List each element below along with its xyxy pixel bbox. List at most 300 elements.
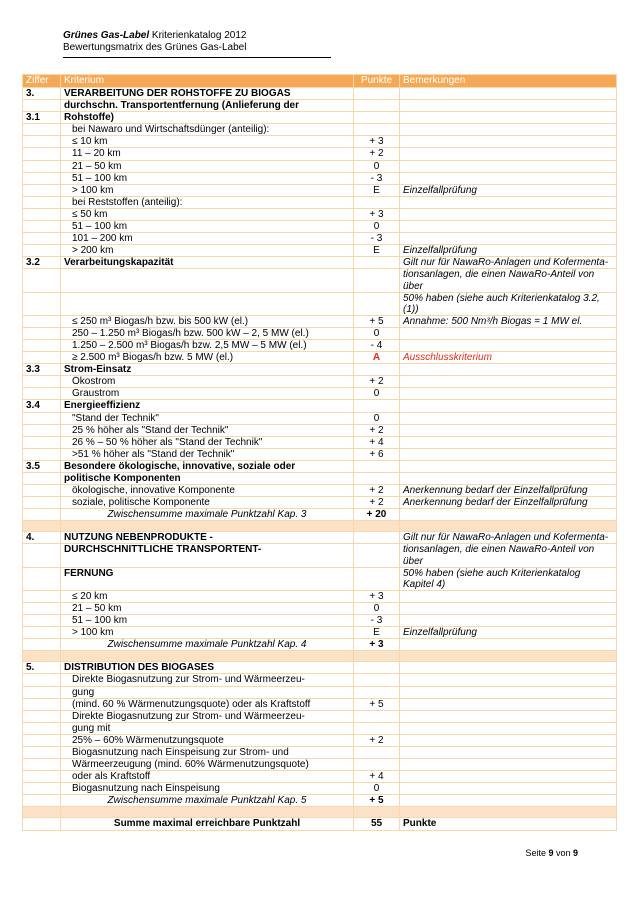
punkte-cell: - 3 bbox=[354, 233, 400, 245]
punkte-cell: + 2 bbox=[354, 497, 400, 509]
bemerkung-cell bbox=[400, 615, 617, 627]
kriterium-text: ≤ 20 km bbox=[72, 590, 108, 602]
punkte-cell bbox=[354, 124, 400, 136]
ziffer-cell: 5. bbox=[23, 662, 61, 674]
ziffer-cell: 3. bbox=[23, 88, 61, 100]
punkte-cell bbox=[354, 269, 400, 292]
bemerkung-cell bbox=[400, 759, 617, 771]
table-row bbox=[23, 544, 617, 567]
kriterium-cell bbox=[61, 388, 354, 400]
ziffer-cell bbox=[23, 315, 61, 327]
punkte-cell bbox=[354, 364, 400, 376]
ziffer-cell bbox=[23, 124, 61, 136]
table-row bbox=[23, 615, 617, 627]
kriterium-cell bbox=[61, 771, 354, 783]
ziffer-cell bbox=[23, 196, 61, 208]
bemerkung-cell bbox=[400, 734, 617, 746]
punkte-cell bbox=[354, 567, 400, 590]
bemerkung-cell bbox=[400, 100, 617, 112]
table-row bbox=[23, 184, 617, 196]
bemerkung-cell bbox=[400, 364, 617, 376]
kriterium-cell bbox=[61, 136, 354, 148]
kriterium-cell bbox=[61, 651, 354, 662]
bemerkung-cell: Ausschlusskriterium bbox=[400, 352, 617, 364]
col-kriterium: Kriterium bbox=[61, 75, 354, 88]
ziffer-cell bbox=[23, 172, 61, 184]
kriterium-text: 26 % – 50 % höher als "Stand der Technik" bbox=[72, 436, 263, 448]
ziffer-cell: 3.4 bbox=[23, 400, 61, 412]
ziffer-cell bbox=[23, 590, 61, 602]
ziffer-cell bbox=[23, 818, 61, 830]
ziffer-cell bbox=[23, 795, 61, 807]
kriterium-cell bbox=[61, 412, 354, 424]
kriterium-cell bbox=[61, 436, 354, 448]
punkte-cell: E bbox=[354, 627, 400, 639]
ziffer-cell bbox=[23, 746, 61, 758]
punkte-cell bbox=[354, 473, 400, 485]
document-header bbox=[63, 30, 331, 58]
bemerkung-cell bbox=[400, 639, 617, 651]
ziffer-cell bbox=[23, 221, 61, 233]
kriterium-text: Graustrom bbox=[72, 388, 120, 400]
ziffer-cell bbox=[23, 436, 61, 448]
table-row bbox=[23, 327, 617, 339]
kriterium-text: 250 – 1.250 m³ Biogas/h bzw. 500 kW – 2, 5 MW (el.) bbox=[72, 327, 309, 339]
punkte-cell: + 2 bbox=[354, 376, 400, 388]
ziffer-cell bbox=[23, 807, 61, 818]
bemerkung-cell bbox=[400, 112, 617, 124]
kriterium-cell: Zwischensumme maximale Punktzahl Kap. 5 bbox=[61, 795, 354, 807]
punkte-cell bbox=[354, 662, 400, 674]
punkte-cell: - 3 bbox=[354, 172, 400, 184]
bemerkung-cell bbox=[400, 795, 617, 807]
kriterium-cell bbox=[61, 627, 354, 639]
kriterium-text: 51 – 100 km bbox=[72, 172, 128, 184]
subtotal-row bbox=[23, 639, 617, 651]
punkte-cell: + 6 bbox=[354, 448, 400, 460]
bemerkung-cell bbox=[400, 698, 617, 710]
kriterium-cell bbox=[61, 485, 354, 497]
punkte-cell bbox=[354, 544, 400, 567]
ziffer-cell bbox=[23, 208, 61, 220]
punkte-cell: + 3 bbox=[354, 208, 400, 220]
ziffer-cell bbox=[23, 698, 61, 710]
punkte-cell bbox=[354, 100, 400, 112]
table-row bbox=[23, 627, 617, 639]
kriterium-cell: Summe maximal erreichbare Punktzahl bbox=[61, 818, 354, 830]
punkte-cell: + 3 bbox=[354, 136, 400, 148]
kriterium-cell: politische Komponenten bbox=[61, 473, 354, 485]
kriterium-text: > 200 km bbox=[72, 245, 114, 257]
ziffer-cell bbox=[23, 424, 61, 436]
table-row bbox=[23, 473, 617, 485]
ziffer-cell bbox=[23, 639, 61, 651]
kriterium-cell bbox=[61, 746, 354, 758]
punkte-cell bbox=[354, 521, 400, 532]
ziffer-cell bbox=[23, 448, 61, 460]
spacer-row bbox=[23, 521, 617, 532]
table-row bbox=[23, 292, 617, 315]
table-header-row bbox=[23, 75, 617, 88]
bemerkung-cell bbox=[400, 172, 617, 184]
punkte-cell: 0 bbox=[354, 327, 400, 339]
ziffer-cell bbox=[23, 759, 61, 771]
table-row bbox=[23, 148, 617, 160]
ziffer-cell bbox=[23, 412, 61, 424]
punkte-cell bbox=[354, 759, 400, 771]
bemerkung-cell bbox=[400, 686, 617, 698]
bemerkung-cell: Annahme: 500 Nm³/h Biogas = 1 MW el. bbox=[400, 315, 617, 327]
bemerkung-cell bbox=[400, 208, 617, 220]
bemerkung-cell bbox=[400, 807, 617, 818]
kriterium-cell bbox=[61, 339, 354, 351]
ziffer-cell bbox=[23, 771, 61, 783]
bemerkung-cell bbox=[400, 388, 617, 400]
page-footer: Seite 9 von 9 bbox=[525, 848, 578, 858]
bemerkung-cell bbox=[400, 710, 617, 722]
table-row bbox=[23, 698, 617, 710]
bemerkung-cell bbox=[400, 783, 617, 795]
bemerkung-cell bbox=[400, 88, 617, 100]
table-row bbox=[23, 424, 617, 436]
ziffer-cell bbox=[23, 485, 61, 497]
table-row bbox=[23, 662, 617, 674]
kriterium-text: bei Nawaro und Wirtschaftsdünger (anteilig): bbox=[72, 124, 270, 136]
kriterium-cell: Energieeffizienz bbox=[61, 400, 354, 412]
subtotal-row bbox=[23, 509, 617, 521]
kriterium-cell bbox=[61, 245, 354, 257]
bemerkung-cell: Einzelfallprüfung bbox=[400, 245, 617, 257]
ziffer-cell: 3.2 bbox=[23, 257, 61, 269]
header-title: Grünes Gas-Label Kriterienkatalog 2012 bbox=[63, 30, 247, 41]
ziffer-cell: 3.3 bbox=[23, 364, 61, 376]
punkte-cell bbox=[354, 460, 400, 472]
punkte-cell bbox=[354, 88, 400, 100]
punkte-cell: - 3 bbox=[354, 615, 400, 627]
punkte-cell: 55 bbox=[354, 818, 400, 830]
table-row bbox=[23, 532, 617, 544]
punkte-cell: + 2 bbox=[354, 148, 400, 160]
punkte-cell: A bbox=[354, 352, 400, 364]
bemerkung-cell: Einzelfallprüfung bbox=[400, 627, 617, 639]
kriterium-text: gung bbox=[72, 686, 95, 698]
kriterium-text: bei Reststoffen (anteilig): bbox=[72, 196, 183, 208]
bemerkung-cell bbox=[400, 376, 617, 388]
bemerkung-cell: Gilt nur für NawaRo-Anlagen und Kofermenta- bbox=[400, 257, 617, 269]
kriterium-cell bbox=[61, 184, 354, 196]
bemerkung-cell bbox=[400, 674, 617, 686]
punkte-cell: 0 bbox=[354, 160, 400, 172]
table-row bbox=[23, 722, 617, 734]
bemerkung-cell bbox=[400, 509, 617, 521]
table-row bbox=[23, 412, 617, 424]
ziffer-cell bbox=[23, 686, 61, 698]
table-row bbox=[23, 759, 617, 771]
kriterium-cell bbox=[61, 783, 354, 795]
table-row bbox=[23, 339, 617, 351]
bemerkung-cell bbox=[400, 339, 617, 351]
ziffer-cell bbox=[23, 734, 61, 746]
kriterium-text: Biogasnutzung nach Einspeisung bbox=[72, 783, 220, 795]
ziffer-cell: 3.5 bbox=[23, 460, 61, 472]
kriterium-cell bbox=[61, 448, 354, 460]
bemerkung-cell bbox=[400, 473, 617, 485]
ziffer-cell bbox=[23, 233, 61, 245]
bemerkung-cell: Gilt nur für NawaRo-Anlagen und Kofermenta- bbox=[400, 532, 617, 544]
kriterium-cell bbox=[61, 674, 354, 686]
bemerkung-cell bbox=[400, 221, 617, 233]
ziffer-cell bbox=[23, 160, 61, 172]
bemerkung-cell bbox=[400, 148, 617, 160]
ziffer-cell bbox=[23, 339, 61, 351]
ziffer-cell bbox=[23, 651, 61, 662]
punkte-cell bbox=[354, 257, 400, 269]
bemerkung-cell bbox=[400, 746, 617, 758]
kriterium-cell: durchschn. Transportentfernung (Anlieferung der bbox=[61, 100, 354, 112]
kriterium-cell: Rohstoffe) bbox=[61, 112, 354, 124]
punkte-cell bbox=[354, 674, 400, 686]
kriterium-text: gung mit bbox=[72, 722, 111, 734]
kriterium-text: 11 – 20 km bbox=[72, 148, 121, 160]
kriterium-cell bbox=[61, 124, 354, 136]
table-row bbox=[23, 196, 617, 208]
bemerkung-cell bbox=[400, 448, 617, 460]
ziffer-cell bbox=[23, 473, 61, 485]
ziffer-cell bbox=[23, 544, 61, 567]
kriterium-cell: DURCHSCHNITTLICHE TRANSPORTENT- bbox=[61, 544, 354, 567]
table-row bbox=[23, 112, 617, 124]
kriterium-cell bbox=[61, 602, 354, 614]
kriterium-cell bbox=[61, 376, 354, 388]
table-row bbox=[23, 485, 617, 497]
punkte-cell bbox=[354, 722, 400, 734]
table-row bbox=[23, 208, 617, 220]
kriterium-cell bbox=[61, 734, 354, 746]
ziffer-cell bbox=[23, 674, 61, 686]
punkte-cell: 0 bbox=[354, 412, 400, 424]
ziffer-cell: 4. bbox=[23, 532, 61, 544]
criteria-table bbox=[22, 74, 617, 831]
kriterium-cell bbox=[61, 710, 354, 722]
bemerkung-cell bbox=[400, 233, 617, 245]
punkte-cell: + 20 bbox=[354, 509, 400, 521]
kriterium-text: ökologische, innovative Komponente bbox=[72, 485, 235, 497]
kriterium-text: 21 – 50 km bbox=[72, 160, 122, 172]
punkte-cell: + 4 bbox=[354, 771, 400, 783]
ziffer-cell bbox=[23, 327, 61, 339]
kriterium-cell bbox=[61, 148, 354, 160]
table-row bbox=[23, 734, 617, 746]
bemerkung-cell bbox=[400, 196, 617, 208]
kriterium-cell bbox=[61, 315, 354, 327]
bemerkung-cell bbox=[400, 400, 617, 412]
table-row bbox=[23, 388, 617, 400]
col-ziffer: Ziffer bbox=[23, 75, 61, 88]
table-row bbox=[23, 172, 617, 184]
table-row bbox=[23, 124, 617, 136]
kriterium-text: oder als Kraftstoff bbox=[72, 771, 151, 783]
kriterium-text: ≥ 2.500 m³ Biogas/h bzw. 5 MW (el.) bbox=[72, 352, 234, 364]
table-row bbox=[23, 160, 617, 172]
table-row bbox=[23, 400, 617, 412]
kriterium-cell bbox=[61, 722, 354, 734]
bemerkung-cell bbox=[400, 651, 617, 662]
spacer-row bbox=[23, 651, 617, 662]
kriterium-text: soziale, politische Komponente bbox=[72, 497, 210, 509]
punkte-cell: E bbox=[354, 184, 400, 196]
bemerkung-cell bbox=[400, 424, 617, 436]
total-row bbox=[23, 818, 617, 830]
bemerkung-cell bbox=[400, 590, 617, 602]
punkte-cell bbox=[354, 686, 400, 698]
punkte-cell: 0 bbox=[354, 602, 400, 614]
kriterium-cell bbox=[61, 269, 354, 292]
kriterium-cell: Zwischensumme maximale Punktzahl Kap. 3 bbox=[61, 509, 354, 521]
table-row bbox=[23, 497, 617, 509]
bemerkung-cell: 50% haben (siehe auch Kriterienkatalog Kapitel 4) bbox=[400, 567, 617, 590]
table-row bbox=[23, 376, 617, 388]
kriterium-cell bbox=[61, 352, 354, 364]
ziffer-cell bbox=[23, 292, 61, 315]
kriterium-text: 1.250 – 2.500 m³ Biogas/h bzw. 2,5 MW – 5 MW (el.) bbox=[72, 339, 307, 351]
kriterium-cell: Besondere ökologische, innovative, soziale oder bbox=[61, 460, 354, 472]
kriterium-cell: NUTZUNG NEBENPRODUKTE - bbox=[61, 532, 354, 544]
kriterium-text: ≤ 50 km bbox=[72, 208, 108, 220]
punkte-cell bbox=[354, 746, 400, 758]
kriterium-cell bbox=[61, 497, 354, 509]
ziffer-cell bbox=[23, 100, 61, 112]
bemerkung-cell bbox=[400, 521, 617, 532]
bemerkung-cell: tionsanlagen, die einen NawaRo-Anteil von über bbox=[400, 269, 617, 292]
spacer-row bbox=[23, 807, 617, 818]
kriterium-cell bbox=[61, 160, 354, 172]
punkte-cell: 0 bbox=[354, 388, 400, 400]
ziffer-cell bbox=[23, 521, 61, 532]
kriterium-text: 21 – 50 km bbox=[72, 602, 122, 614]
kriterium-text: 25 % höher als "Stand der Technik" bbox=[72, 424, 229, 436]
kriterium-cell bbox=[61, 686, 354, 698]
ziffer-cell bbox=[23, 567, 61, 590]
kriterium-cell: DISTRIBUTION DES BIOGASES bbox=[61, 662, 354, 674]
kriterium-cell bbox=[61, 521, 354, 532]
bemerkung-cell: tionsanlagen, die einen NawaRo-Anteil von über bbox=[400, 544, 617, 567]
kriterium-text: ≤ 10 km bbox=[72, 136, 108, 148]
bemerkung-cell bbox=[400, 136, 617, 148]
punkte-cell: 0 bbox=[354, 221, 400, 233]
kriterium-text: 25% – 60% Wärmenutzungsquote bbox=[72, 734, 224, 746]
kriterium-cell bbox=[61, 292, 354, 315]
bemerkung-cell: Punkte bbox=[400, 818, 617, 830]
table-row bbox=[23, 88, 617, 100]
bemerkung-cell bbox=[400, 722, 617, 734]
kriterium-text: Ökostrom bbox=[72, 376, 116, 388]
punkte-cell: + 5 bbox=[354, 795, 400, 807]
bemerkung-cell: 50% haben (siehe auch Kriterienkatalog 3.2, (1)) bbox=[400, 292, 617, 315]
kriterium-cell bbox=[61, 196, 354, 208]
bemerkung-cell: Anerkennung bedarf der Einzelfallprüfung bbox=[400, 485, 617, 497]
kriterium-cell bbox=[61, 233, 354, 245]
kriterium-text: Direkte Biogasnutzung zur Strom- und Wärmeerzeu- bbox=[72, 710, 305, 722]
table-row bbox=[23, 710, 617, 722]
table-row bbox=[23, 245, 617, 257]
table-row bbox=[23, 674, 617, 686]
kriterium-cell: VERARBEITUNG DER ROHSTOFFE ZU BIOGAS bbox=[61, 88, 354, 100]
ziffer-cell bbox=[23, 376, 61, 388]
punkte-cell: + 2 bbox=[354, 485, 400, 497]
kriterium-text: 51 – 100 km bbox=[72, 221, 128, 233]
table-row bbox=[23, 100, 617, 112]
kriterium-cell bbox=[61, 172, 354, 184]
table-row bbox=[23, 590, 617, 602]
ziffer-cell bbox=[23, 602, 61, 614]
table-row bbox=[23, 783, 617, 795]
kriterium-cell bbox=[61, 424, 354, 436]
bemerkung-cell bbox=[400, 436, 617, 448]
bemerkung-cell bbox=[400, 412, 617, 424]
kriterium-cell bbox=[61, 327, 354, 339]
ziffer-cell bbox=[23, 245, 61, 257]
punkte-cell: - 4 bbox=[354, 339, 400, 351]
ziffer-cell bbox=[23, 783, 61, 795]
bemerkung-cell bbox=[400, 602, 617, 614]
kriterium-text: ≤ 250 m³ Biogas/h bzw. bis 500 kW (el.) bbox=[72, 315, 249, 327]
kriterium-text: > 100 km bbox=[72, 627, 114, 639]
punkte-cell bbox=[354, 532, 400, 544]
table-row bbox=[23, 771, 617, 783]
table-row bbox=[23, 460, 617, 472]
kriterium-text: 51 – 100 km bbox=[72, 615, 128, 627]
ziffer-cell: 3.1 bbox=[23, 112, 61, 124]
bemerkung-cell bbox=[400, 460, 617, 472]
punkte-cell bbox=[354, 112, 400, 124]
punkte-cell bbox=[354, 196, 400, 208]
ziffer-cell bbox=[23, 136, 61, 148]
table-row bbox=[23, 448, 617, 460]
kriterium-text: "Stand der Technik" bbox=[72, 412, 159, 424]
kriterium-text: Biogasnutzung nach Einspeisung zur Strom- und bbox=[72, 746, 289, 758]
table-row bbox=[23, 567, 617, 590]
ziffer-cell bbox=[23, 497, 61, 509]
bemerkung-cell bbox=[400, 662, 617, 674]
punkte-cell: 0 bbox=[354, 783, 400, 795]
ziffer-cell bbox=[23, 509, 61, 521]
table-row bbox=[23, 746, 617, 758]
kriterium-cell bbox=[61, 759, 354, 771]
ziffer-cell bbox=[23, 269, 61, 292]
kriterium-cell bbox=[61, 807, 354, 818]
ziffer-cell bbox=[23, 627, 61, 639]
kriterium-cell bbox=[61, 590, 354, 602]
kriterium-cell bbox=[61, 698, 354, 710]
bemerkung-cell bbox=[400, 327, 617, 339]
bemerkung-cell: Anerkennung bedarf der Einzelfallprüfung bbox=[400, 497, 617, 509]
subtotal-row bbox=[23, 795, 617, 807]
header-subtitle: Bewertungsmatrix des Grünes Gas-Label bbox=[63, 42, 247, 53]
punkte-cell: E bbox=[354, 245, 400, 257]
punkte-cell: + 3 bbox=[354, 639, 400, 651]
punkte-cell bbox=[354, 292, 400, 315]
punkte-cell: + 5 bbox=[354, 315, 400, 327]
punkte-cell bbox=[354, 400, 400, 412]
kriterium-cell: Strom-Einsatz bbox=[61, 364, 354, 376]
bemerkung-cell bbox=[400, 160, 617, 172]
kriterium-text: (mind. 60 % Wärmenutzungsquote) oder als Kraftstoff bbox=[72, 698, 311, 710]
bemerkung-cell bbox=[400, 771, 617, 783]
ziffer-cell bbox=[23, 184, 61, 196]
punkte-cell bbox=[354, 710, 400, 722]
ziffer-cell bbox=[23, 722, 61, 734]
ziffer-cell bbox=[23, 388, 61, 400]
